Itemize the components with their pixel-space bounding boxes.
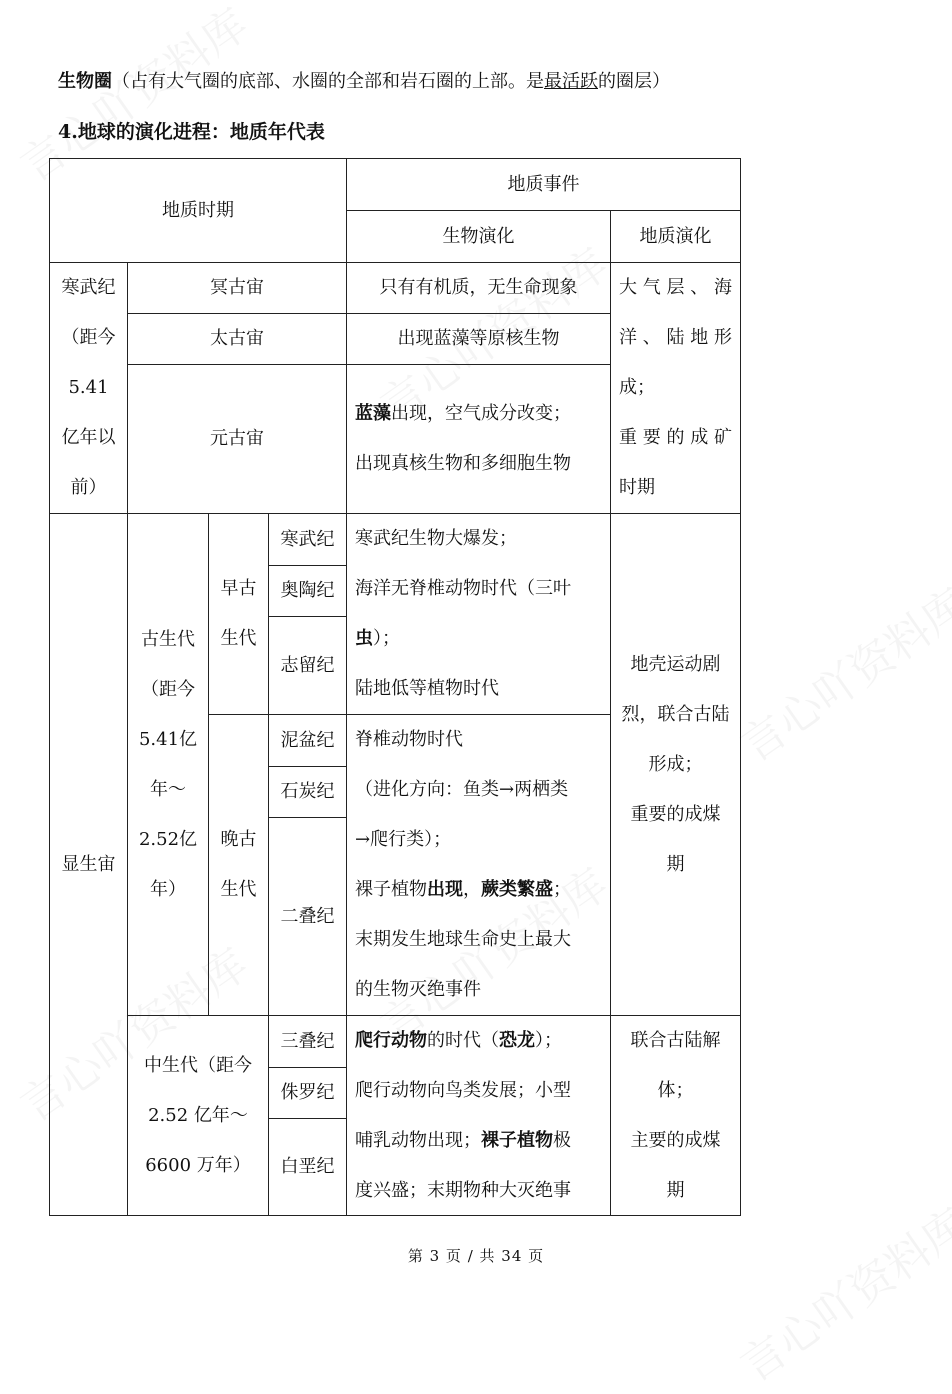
text-segment: 大气层、海 [619,277,732,298]
cell-line [355,389,610,439]
page-footer: 第 3 页 / 共 34 页 [407,1247,545,1265]
text-segment: ）； [373,628,400,649]
text-segment: 的生物灭绝事件 [355,979,481,1000]
text-segment: 二叠纪 [280,905,335,927]
text-segment: 主要的成煤 [630,1129,721,1151]
intro-term: 生物圈 [58,71,112,92]
cell-text: 地质演化 [639,225,712,247]
cell-line [619,313,732,363]
text-segment: 显生宙 [61,853,116,875]
header-geo [610,210,741,263]
cell-line [619,463,732,513]
early-paleozoic-label [208,513,269,715]
precambrian-geo [610,262,741,514]
text-segment: 亿年以 [61,427,116,448]
text-segment: 体； [657,1079,694,1101]
intro-text-end: 的圈层） [598,71,670,92]
text-segment: 成； [619,377,655,398]
cell-line [355,1166,610,1216]
text-segment: 奥陶纪 [280,580,335,601]
cell-line [269,1142,346,1192]
cell-line [128,1091,268,1141]
cell-line [128,865,208,915]
text-segment: 时期 [619,477,655,498]
text-segment: 5.41 [68,377,109,398]
text-segment: 年） [150,878,186,900]
cell-line [269,1068,346,1118]
text-segment: 寒武纪 [61,277,116,298]
text-segment: 期 [666,1179,685,1201]
intro-text: （占有大气圈的底部、水圈的全部和岩石圈的上部。是 [112,71,544,92]
cell-line [209,815,268,865]
cell-line [355,765,610,815]
cell-line [611,1066,740,1116]
text-segment: 末期发生地球生命史上最大 [355,929,571,950]
text-segment: 只有有机质，无生命现象 [379,277,578,298]
cell-line [347,314,610,364]
period-name [268,1067,347,1119]
watermark [726,1190,952,1394]
text-segment: 寒武纪生物大爆发； [355,528,517,549]
cell-line [611,840,740,890]
bold-segment: 裸子植物 [481,1129,553,1151]
text-segment: 陆地低等植物时代 [355,678,499,699]
text-segment: 哺乳动物出现； [355,1129,481,1151]
text-segment: ）； [535,1029,562,1051]
cell-line [269,892,346,942]
text-segment: 期 [666,853,685,875]
text-segment: 寒武纪 [280,528,335,550]
cell-text: 地质时期 [162,199,234,221]
cell-line [619,263,732,313]
text-segment: 极 [553,1129,571,1151]
text-segment: 太古宙 [210,328,264,349]
text-segment: 石炭纪 [280,781,335,802]
mesozoic-label [127,1015,269,1216]
late-paleozoic-label [208,714,269,1016]
text-segment: 晚古 [220,829,257,850]
precambrian-label [49,262,128,514]
bold-segment: 蕨类繁盛 [481,879,553,900]
text-segment: 古生代 [141,628,195,650]
text-segment: 的时代（ [427,1029,499,1051]
period-name [268,766,347,818]
late-paleozoic-bio [346,714,611,1016]
text-segment: 出现真核生物和多细胞生物 [355,453,571,474]
cell-line [50,363,127,413]
cell-line [355,965,610,1015]
cell-line [355,915,610,965]
cell-line [50,263,127,313]
text-segment: （距今 [61,327,116,348]
cell-line [611,740,740,790]
eon-bio [346,364,611,514]
text-segment: 联合古陆解 [630,1029,721,1051]
cell-line [50,840,127,890]
eon-name [127,313,347,365]
cell-line [50,463,127,513]
text-segment: 度兴盛；末期物种大灭绝事 [355,1179,571,1201]
text-segment: （距今 [141,678,195,700]
eon-name [127,262,347,314]
cell-line [209,865,268,915]
paleozoic-label [127,513,209,1016]
text-segment: 年～ [150,778,186,800]
cell-line [269,566,346,616]
cell-line [355,1116,610,1166]
cell-text: 生物演化 [442,225,515,247]
bold-segment: 虫 [355,628,373,649]
text-segment: 2.52亿 [138,828,198,850]
period-name [268,817,347,1016]
eon-name [127,364,347,514]
cell-line [209,614,268,664]
cell-line [128,314,346,364]
cell-line [128,1041,268,1091]
period-name [268,616,347,715]
cell-line [269,515,346,565]
text-segment: 形成； [648,753,703,775]
period-name [268,565,347,617]
header-period [49,158,347,263]
cell-line [355,439,610,489]
intro-underlined: 最活跃 [544,71,598,92]
intro-paragraph [58,68,670,96]
cell-line [128,765,208,815]
period-name [268,513,347,566]
cell-line [611,790,740,840]
cell-line [128,1141,268,1191]
text-segment: 元古宙 [210,428,264,449]
cell-line [269,716,346,766]
cell-line [355,614,610,664]
cell-line [128,815,208,865]
cell-line [611,640,740,690]
watermark [726,570,952,774]
text-segment: 侏罗纪 [280,1082,335,1103]
text-segment: 脊椎动物时代 [355,729,463,750]
text-segment: 2.52 亿年～ [148,1104,248,1126]
text-segment: 白垩纪 [280,1156,335,1177]
cell-line [128,715,208,765]
cell-line [611,1116,740,1166]
cell-line [355,514,610,564]
bold-segment: 蓝藻 [355,403,391,424]
mesozoic-bio [346,1015,611,1216]
cell-line [50,413,127,463]
cell-line [269,1017,346,1067]
cell-line [269,641,346,691]
cell-line [355,564,610,614]
period-name [268,1015,347,1068]
text-segment: 生代 [220,879,257,900]
text-segment: 裸子植物 [355,879,427,900]
period-name [268,714,347,767]
cell-line [355,1016,610,1066]
phanerozoic-label [49,513,128,1216]
text-segment: 泥盆纪 [280,729,335,751]
text-segment: 重要的成煤 [630,803,721,825]
cell-text: 地质事件 [507,173,580,195]
text-segment: 洋、陆地形 [619,327,732,348]
eon-bio [346,262,611,314]
early-paleozoic-bio [346,513,611,715]
text-segment: 早古 [220,578,257,599]
section-heading: 4.地球的演化进程：地质年代表 [58,121,325,143]
text-segment: 出现，空气成分改变； [391,403,571,424]
text-segment: 冥古宙 [210,277,264,298]
cell-line [619,363,732,413]
cell-line [611,690,740,740]
cell-line [611,1016,740,1066]
text-segment: →爬行类）； [355,829,452,850]
text-segment: 地壳运动剧 [630,653,721,675]
eon-bio [346,313,611,365]
paleozoic-geo [610,513,741,1016]
cell-line [50,313,127,363]
text-segment: 6600 万年） [145,1154,251,1176]
text-segment: （进化方向：鱼类→两栖类 [355,779,569,800]
text-segment: 爬行动物向鸟类发展；小型 [355,1079,571,1101]
cell-line [355,1066,610,1116]
cell-line [269,767,346,817]
cell-line [355,815,610,865]
text-segment: 5.41亿 [138,728,198,750]
cell-line [128,665,208,715]
cell-line [128,263,346,313]
text-segment: 海洋无脊椎动物时代（三叶 [355,578,571,599]
cell-line [611,1166,740,1216]
cell-line [355,715,610,765]
text-segment: 中生代（距今 [144,1054,252,1076]
text-segment: 重要的成矿 [619,427,732,448]
header-bio [346,210,611,263]
bold-segment: 爬行动物 [355,1029,427,1051]
text-segment: 烈，联合古陆 [621,703,730,725]
bold-segment: 出现 [427,879,463,900]
cell-line [355,664,610,714]
mesozoic-geo [610,1015,741,1216]
cell-line [619,413,732,463]
cell-line [128,615,208,665]
cell-line [128,414,346,464]
text-segment: 前） [70,477,107,498]
cell-line [209,564,268,614]
text-segment: ， [463,879,481,900]
text-segment: 生代 [220,628,257,649]
text-segment: 三叠纪 [280,1030,335,1052]
header-events [346,158,741,211]
text-segment: 志留纪 [280,654,335,676]
cell-line [355,865,610,915]
text-segment: ； [553,879,571,900]
bold-segment: 恐龙 [499,1029,535,1051]
cell-line [347,263,610,313]
period-name [268,1118,347,1216]
text-segment: 出现蓝藻等原核生物 [397,328,560,349]
